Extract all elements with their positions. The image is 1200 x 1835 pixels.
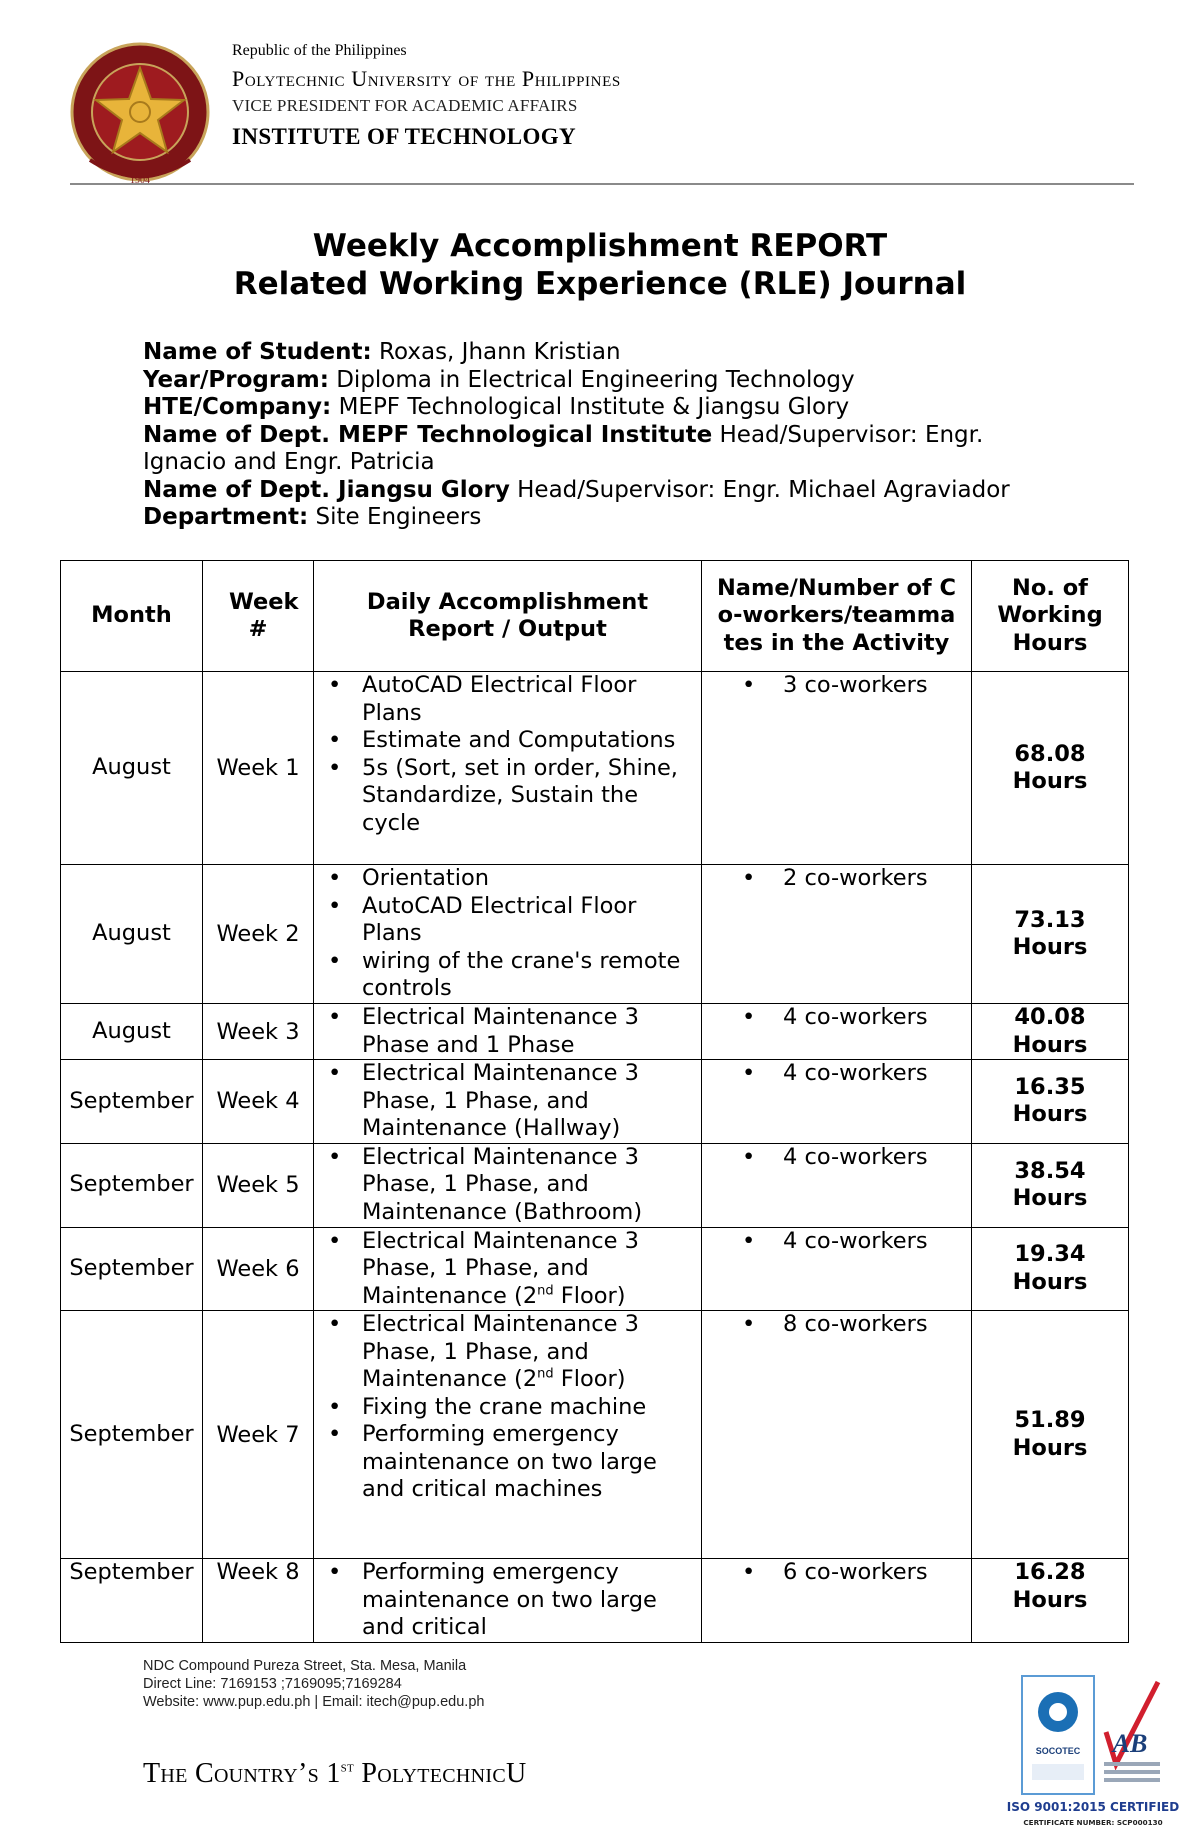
list-item: • wiring of the crane's remote controls <box>314 948 701 1003</box>
week-cell: Week 3 <box>203 1004 314 1060</box>
hours-cell: 40.08 Hours <box>972 1004 1129 1060</box>
list-item: • Performing emergency maintenance on two large and critical <box>314 1559 701 1642</box>
header-month: Month <box>61 561 203 672</box>
coworkers-cell <box>702 672 972 865</box>
coworkers-cell <box>702 1060 972 1144</box>
cert-number: CERTIFICATE NUMBER: SCP000130 <box>1023 1818 1163 1827</box>
table-row <box>61 1311 1129 1559</box>
week-cell: Week 5 <box>203 1143 314 1227</box>
list-item: • Electrical Maintenance 3 Phase, 1 Phase, and Maintenance (Hallway) <box>314 1060 701 1143</box>
letterhead-institute: INSTITUTE OF TECHNOLOGY <box>232 124 577 149</box>
report-subtitle: Related Working Experience (RLE) Journal <box>233 266 967 302</box>
month-cell: September <box>61 1143 203 1227</box>
table-row <box>61 672 1129 865</box>
cert-badge-socotec: SOCOTEC <box>1035 1746 1081 1756</box>
week-cell: Week 2 <box>203 865 314 1004</box>
week-cell: Week 1 <box>203 672 314 865</box>
report-cell <box>314 1227 702 1311</box>
week-cell: Week 7 <box>203 1311 314 1559</box>
report-cell <box>314 1311 702 1559</box>
month-cell: September <box>61 1311 203 1559</box>
coworkers-cell <box>702 1143 972 1227</box>
list-item: • AutoCAD Electrical Floor Plans <box>314 672 701 727</box>
report-cell <box>314 865 702 1004</box>
month-cell: September <box>61 1227 203 1311</box>
dept2-line: Name of Dept. Jiangsu Glory Head/Supervisor: Engr. Michael Agraviador <box>143 476 1010 503</box>
coworkers-cell <box>702 1227 972 1311</box>
footer-web: Website: www.pup.edu.ph | Email: itech@pup.edu.ph <box>143 1694 485 1710</box>
department-line: Department: Site Engineers <box>143 504 482 530</box>
table-row <box>61 1227 1129 1311</box>
letterhead-republic: Republic of the Philippines <box>232 42 407 59</box>
report-cell <box>314 1559 702 1643</box>
cert-label: ISO 9001:2015 CERTIFIED <box>1006 1800 1180 1814</box>
company-line: HTE/Company: MEPF Technological Institute & Jiangsu Glory <box>143 394 850 420</box>
list-item: • AutoCAD Electrical Floor Plans <box>314 893 701 948</box>
coworkers-cell <box>702 1559 972 1643</box>
list-item: • 6 co-workers <box>702 1559 971 1587</box>
list-item: • Estimate and Computations <box>314 727 701 755</box>
header-hours: No. of Working Hours <box>972 561 1129 672</box>
hours-cell: 38.54 Hours <box>972 1143 1129 1227</box>
list-item: • Electrical Maintenance 3 Phase, 1 Phase, and Maintenance (Bathroom) <box>314 1144 701 1227</box>
seal-year: 1904 <box>130 175 150 186</box>
list-item: • 3 co-workers <box>702 672 971 700</box>
hours-cell: 16.28 Hours <box>972 1559 1129 1643</box>
month-cell: August <box>61 865 203 1004</box>
week-cell: Week 8 <box>203 1559 314 1643</box>
hours-cell: 16.35 Hours <box>972 1060 1129 1144</box>
list-item: • 2 co-workers <box>702 865 971 893</box>
accomplishment-table <box>60 560 1129 1643</box>
coworkers-cell <box>702 1004 972 1060</box>
dept1-line: Name of Dept. MEPF Technological Institute Head/Supervisor: Engr. Ignacio and Engr. Patricia <box>143 421 984 475</box>
footer-address: NDC Compound Pureza Street, Sta. Mesa, Manila <box>143 1658 467 1674</box>
table-row <box>61 1004 1129 1060</box>
week-cell: Week 4 <box>203 1060 314 1144</box>
list-item: • Electrical Maintenance 3 Phase, 1 Phase, and Maintenance (2nd Floor) <box>314 1311 701 1394</box>
report-title: Weekly Accomplishment REPORT <box>312 228 888 264</box>
list-item: • 8 co-workers <box>702 1311 971 1339</box>
header-coworkers: Name/Number of Co-workers/teammates in the Activity <box>702 561 972 672</box>
letterhead-university: Polytechnic University of the Philippines <box>232 66 621 91</box>
table-header-row <box>61 561 1129 672</box>
cert-badge-ab: AB <box>1112 1729 1148 1758</box>
list-item: • Orientation <box>314 865 701 893</box>
list-item: • 4 co-workers <box>702 1144 971 1172</box>
list-item: • 4 co-workers <box>702 1004 971 1032</box>
table-row <box>61 1559 1129 1643</box>
list-item: • Fixing the crane machine <box>314 1394 701 1422</box>
footer-motto: The Country’s 1st PolytechnicU <box>143 1758 527 1789</box>
month-cell: August <box>61 1004 203 1060</box>
list-item: • 5s (Sort, set in order, Shine, Standardize, Sustain the cycle <box>314 755 701 838</box>
university-seal <box>60 42 220 188</box>
hours-cell: 73.13 Hours <box>972 865 1129 1004</box>
report-cell <box>314 1143 702 1227</box>
list-item: • Performing emergency maintenance on two large and critical machines <box>314 1421 701 1504</box>
list-item: • Electrical Maintenance 3 Phase, 1 Phase, and Maintenance (2nd Floor) <box>314 1228 701 1311</box>
list-item: • 4 co-workers <box>702 1060 971 1088</box>
week-cell: Week 6 <box>203 1227 314 1311</box>
header-divider <box>70 183 1134 185</box>
letterhead-office: VICE PRESIDENT FOR ACADEMIC AFFAIRS <box>232 96 578 115</box>
coworkers-cell <box>702 1311 972 1559</box>
hours-cell: 51.89 Hours <box>972 1311 1129 1559</box>
report-cell <box>314 1060 702 1144</box>
coworkers-cell <box>702 865 972 1004</box>
hours-cell: 19.34 Hours <box>972 1227 1129 1311</box>
list-item: • 4 co-workers <box>702 1228 971 1256</box>
table-row <box>61 865 1129 1004</box>
student-info <box>143 339 1063 532</box>
list-item: • Electrical Maintenance 3 Phase and 1 Phase <box>314 1004 701 1059</box>
month-cell: September <box>61 1060 203 1144</box>
month-cell: August <box>61 672 203 865</box>
report-cell <box>314 672 702 865</box>
iso-certification-badges <box>1006 1672 1180 1832</box>
report-cell <box>314 1004 702 1060</box>
header-week: Week # <box>203 561 314 672</box>
student-name-line: Name of Student: Roxas, Jhann Kristian <box>143 339 621 365</box>
footer-phone: Direct Line: 7169153 ;7169095;7169284 <box>143 1676 402 1692</box>
table-row <box>61 1060 1129 1144</box>
table-row <box>61 1143 1129 1227</box>
header-report: Daily Accomplishment Report / Output <box>314 561 702 672</box>
program-line: Year/Program: Diploma in Electrical Engineering Technology <box>143 366 855 393</box>
hours-cell: 68.08 Hours <box>972 672 1129 865</box>
month-cell: September <box>61 1559 203 1643</box>
